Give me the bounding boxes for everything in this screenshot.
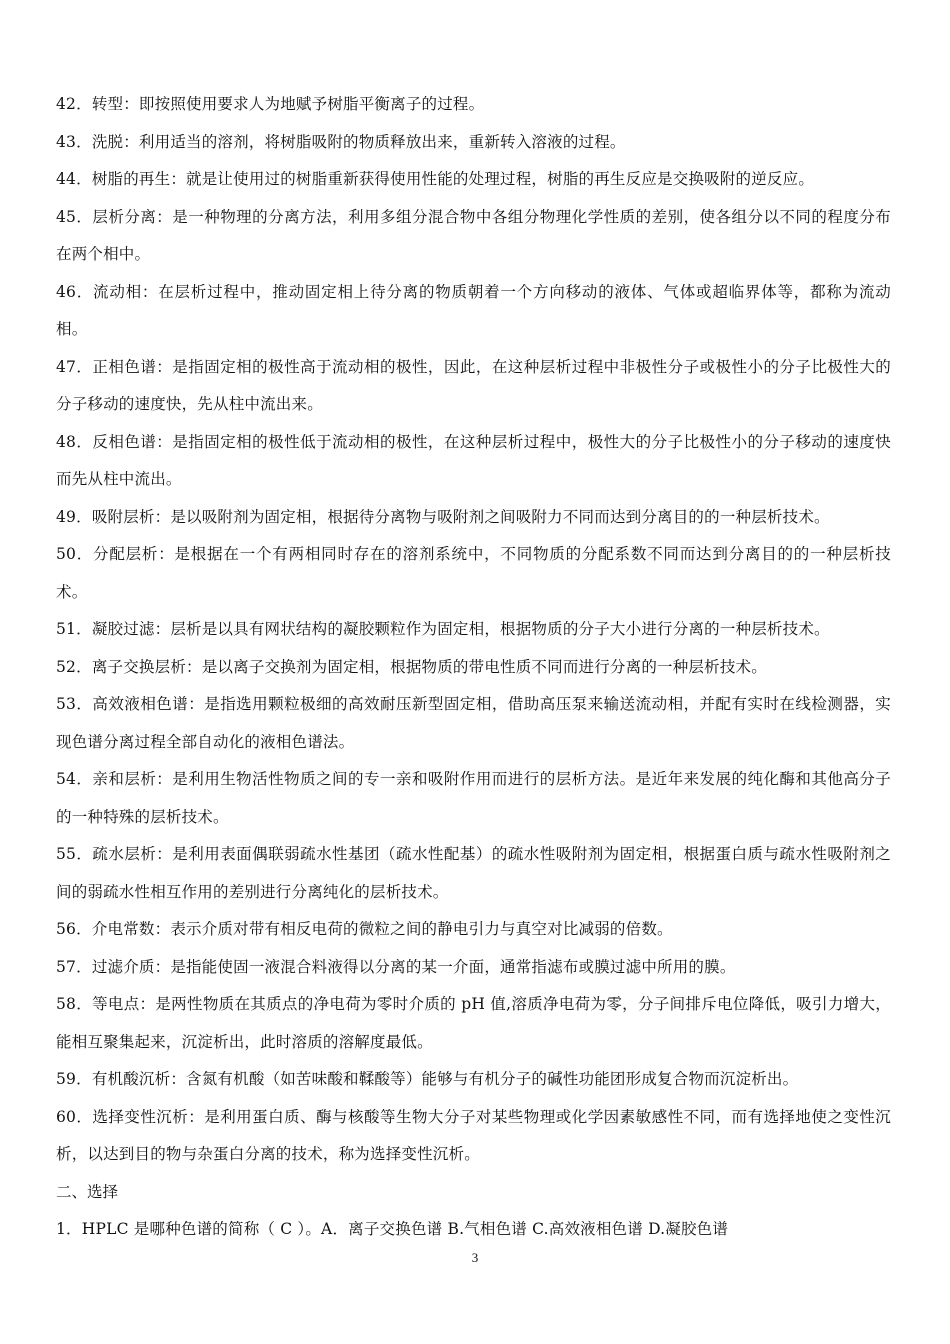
definition-56: 56．介电常数：表示介质对带有相反电荷的微粒之间的静电引力与真空对比减弱的倍数。 [56, 920, 673, 938]
question-1: 1．HPLC 是哪种色谱的简称（ C ）。A．离子交换色谱 B.气相色谱 C.高效液相色谱 D.凝胶色谱 [56, 1220, 729, 1238]
definition-49: 49．吸附层析：是以吸附剂为固定相，根据待分离物与吸附剂之间吸附力不同而达到分离目的的一种层析技术。 [56, 507, 830, 526]
definition-59: 59．有机酸沉析：含氮有机酸（如苦味酸和鞣酸等）能够与有机分子的碱性功能团形成复合物而沉淀析出。 [56, 1070, 799, 1088]
definition-53: 53．高效液相色谱：是指选用颗粒极细的高效耐压新型固定相，借助高压泵来输送流动相，并配有实时在线检测器，实现色谱分离过程全部自动化的液相色谱法。 [56, 695, 891, 751]
section-heading: 二、选择 [56, 1182, 119, 1201]
definition-50: 50．分配层析：是根据在一个有两相同时存在的溶剂系统中，不同物质的分配系数不同而达到分离目的的一种层析技术。 [56, 545, 891, 601]
definition-43: 43．洗脱：利用适当的溶剂，将树脂吸附的物质释放出来，重新转入溶液的过程。 [56, 132, 626, 151]
definition-60: 60．选择变性沉析：是利用蛋白质、酶与核酸等生物大分子对某些物理或化学因素敏感性不同，而有选择地使之变性沉析，以达到目的物与杂蛋白分离的技术，称为选择变性沉析。 [56, 1107, 891, 1163]
definition-57: 57．过滤介质：是指能使固一液混合料液得以分离的某一介面，通常指滤布或膜过滤中所用的膜。 [56, 957, 736, 976]
definition-58: 58．等电点：是两性物质在其质点的净电荷为零时介质的 pH 值,溶质净电荷为零，分子间排斥电位降低，吸引力增大，能相互聚集起来，沉淀析出，此时溶质的溶解度最低。 [56, 995, 891, 1051]
definition-55: 55．疏水层析：是利用表面偶联弱疏水性基团（疏水性配基）的疏水性吸附剂为固定相，根据蛋白质与疏水性吸附剂之间的弱疏水性相互作用的差别进行分离纯化的层析技术。 [56, 845, 891, 901]
definition-45: 45．层析分离：是一种物理的分离方法，利用多组分混合物中各组分物理化学性质的差别，使各组分以不同的程度分布在两个相中。 [56, 207, 891, 263]
definition-46: 46．流动相：在层析过程中，推动固定相上待分离的物质朝着一个方向移动的液体、气体或超临界体等，都称为流动相。 [56, 282, 891, 338]
definition-51: 51．凝胶过滤：层析是以具有网状结构的凝胶颗粒作为固定相，根据物质的分子大小进行分离的一种层析技术。 [56, 620, 830, 638]
definition-44: 44．树脂的再生：就是让使用过的树脂重新获得使用性能的处理过程，树脂的再生反应是交换吸附的逆反应。 [56, 170, 815, 188]
definition-47: 47．正相色谱：是指固定相的极性高于流动相的极性，因此，在这种层析过程中非极性分子或极性小的分子比极性大的分子移动的速度快，先从柱中流出来。 [56, 357, 891, 413]
page-number: 3 [471, 1250, 479, 1265]
definition-52: 52．离子交换层析：是以离子交换剂为固定相，根据物质的带电性质不同而进行分离的一种层析技术。 [56, 657, 767, 676]
definition-48: 48．反相色谱：是指固定相的极性低于流动相的极性，在这种层析过程中，极性大的分子比极性小的分子移动的速度快而先从柱中流出。 [56, 432, 891, 488]
document-body [56, 86, 891, 1249]
definition-54: 54．亲和层析：是利用生物活性物质之间的专一亲和吸附作用而进行的层析方法。是近年来发展的纯化酶和其他高分子的一种特殊的层析技术。 [56, 770, 891, 826]
definition-42: 42．转型：即按照使用要求人为地赋予树脂平衡离子的过程。 [56, 95, 485, 113]
